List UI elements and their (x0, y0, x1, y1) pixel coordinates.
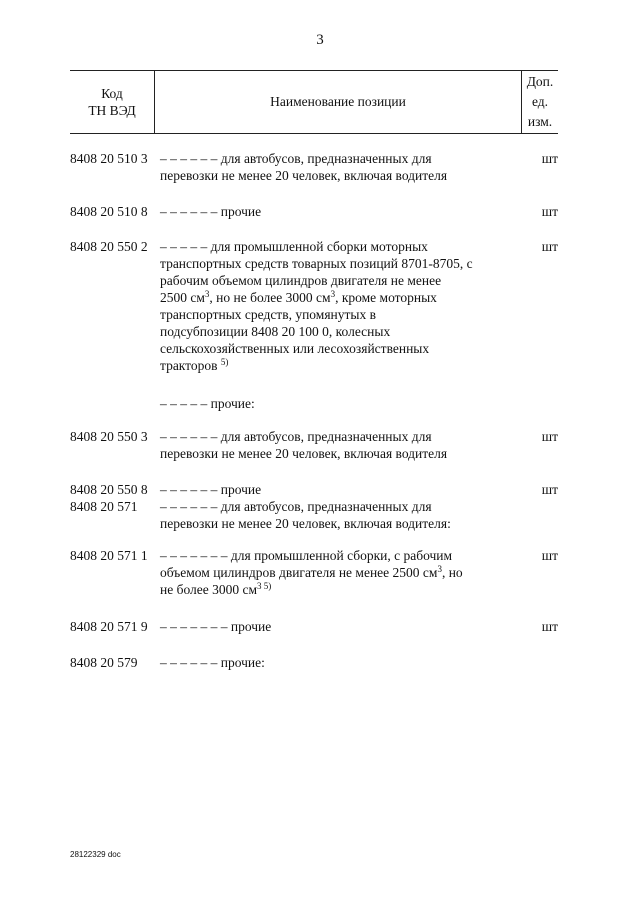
description-text: , но не более 3000 см (209, 290, 331, 305)
row-code: 8408 20 550 3 (70, 429, 148, 444)
row-unit: шт (541, 204, 558, 219)
row-description (160, 481, 530, 498)
description-line: – – – – – – прочие (160, 204, 262, 219)
row-code: 8408 20 510 8 (70, 204, 148, 219)
header-unit-line3: изм. (527, 114, 553, 129)
description-line (160, 289, 530, 306)
footnote-ref: 5) (220, 357, 229, 367)
description-line: – – – – – – прочие: (160, 655, 265, 670)
description-line: перевозки не менее 20 человек, включая водителя: (160, 516, 451, 531)
description-line (160, 357, 530, 374)
row-code: 8408 20 510 3 (70, 151, 148, 166)
row-description (160, 618, 530, 635)
row-code: 8408 20 579 (70, 655, 138, 670)
header-unit-line2: ед. (531, 94, 549, 109)
row-description (160, 547, 530, 598)
description-line: перевозки не менее 20 человек, включая водителя (160, 168, 448, 183)
superscript: 3 (204, 289, 210, 299)
description-line: – – – – – прочие: (160, 396, 255, 411)
description-line: перевозки не менее 20 человек, включая водителя (160, 446, 448, 461)
description-line: – – – – – – для автобусов, предназначенных для (160, 151, 432, 166)
row-code: 8408 20 550 8 (70, 482, 148, 497)
row-description (160, 203, 530, 220)
row-unit: шт (541, 619, 558, 634)
description-text: тракторов (160, 358, 218, 373)
header-code-line1: Код (101, 86, 123, 101)
description-line: транспортных средств, упомянутых в (160, 307, 376, 322)
row-unit: шт (541, 482, 558, 497)
description-line: – – – – – – для автобусов, предназначенных для (160, 499, 432, 514)
description-line: – – – – – – для автобусов, предназначенных для (160, 429, 432, 444)
row-description (160, 654, 530, 671)
row-description (160, 150, 530, 184)
page-number: 3 (316, 32, 324, 48)
document-footer: 28122329 doc (70, 850, 121, 859)
row-code: 8408 20 550 2 (70, 239, 148, 254)
description-text: , кроме моторных (335, 290, 437, 305)
description-line (160, 581, 530, 598)
description-line: – – – – – для промышленной сборки моторных (160, 239, 428, 254)
header-name-label: Наименование позиции (270, 94, 406, 109)
description-text: не более 3000 см (160, 582, 258, 597)
description-text: , но (441, 565, 463, 580)
row-unit: шт (541, 429, 558, 444)
row-description (160, 238, 530, 374)
superscript: 3 (437, 564, 442, 574)
row-unit: шт (541, 239, 558, 254)
row-description (160, 395, 530, 412)
row-description (160, 498, 530, 532)
row-code: 8408 20 571 9 (70, 619, 148, 634)
description-line (160, 564, 530, 581)
description-line: – – – – – – – прочие (160, 619, 272, 634)
description-line: сельскохозяйственных или лесохозяйственных (160, 341, 430, 356)
row-description (160, 428, 530, 462)
row-code: 8408 20 571 (70, 499, 138, 514)
row-unit: шт (541, 151, 558, 166)
description-text: 2500 см (160, 290, 205, 305)
description-line: подсубпозиции 8408 20 100 0, колесных (160, 324, 391, 339)
description-line: – – – – – – прочие (160, 482, 262, 497)
row-unit: шт (541, 548, 558, 563)
description-line: транспортных средств товарных позиций 8701-8705, с (160, 256, 473, 271)
description-line: рабочим объемом цилиндров двигателя не менее (160, 273, 442, 288)
footnote-ref: 3 5) (257, 581, 272, 591)
superscript: 3 (330, 289, 336, 299)
header-unit-line1: Доп. (526, 74, 554, 89)
description-line: – – – – – – – для промышленной сборки, с рабочим (160, 548, 453, 563)
header-code-line2: ТН ВЭД (88, 103, 136, 118)
row-code: 8408 20 571 1 (70, 548, 148, 563)
description-text: объемом цилиндров двигателя не менее 2500 см (160, 565, 438, 580)
